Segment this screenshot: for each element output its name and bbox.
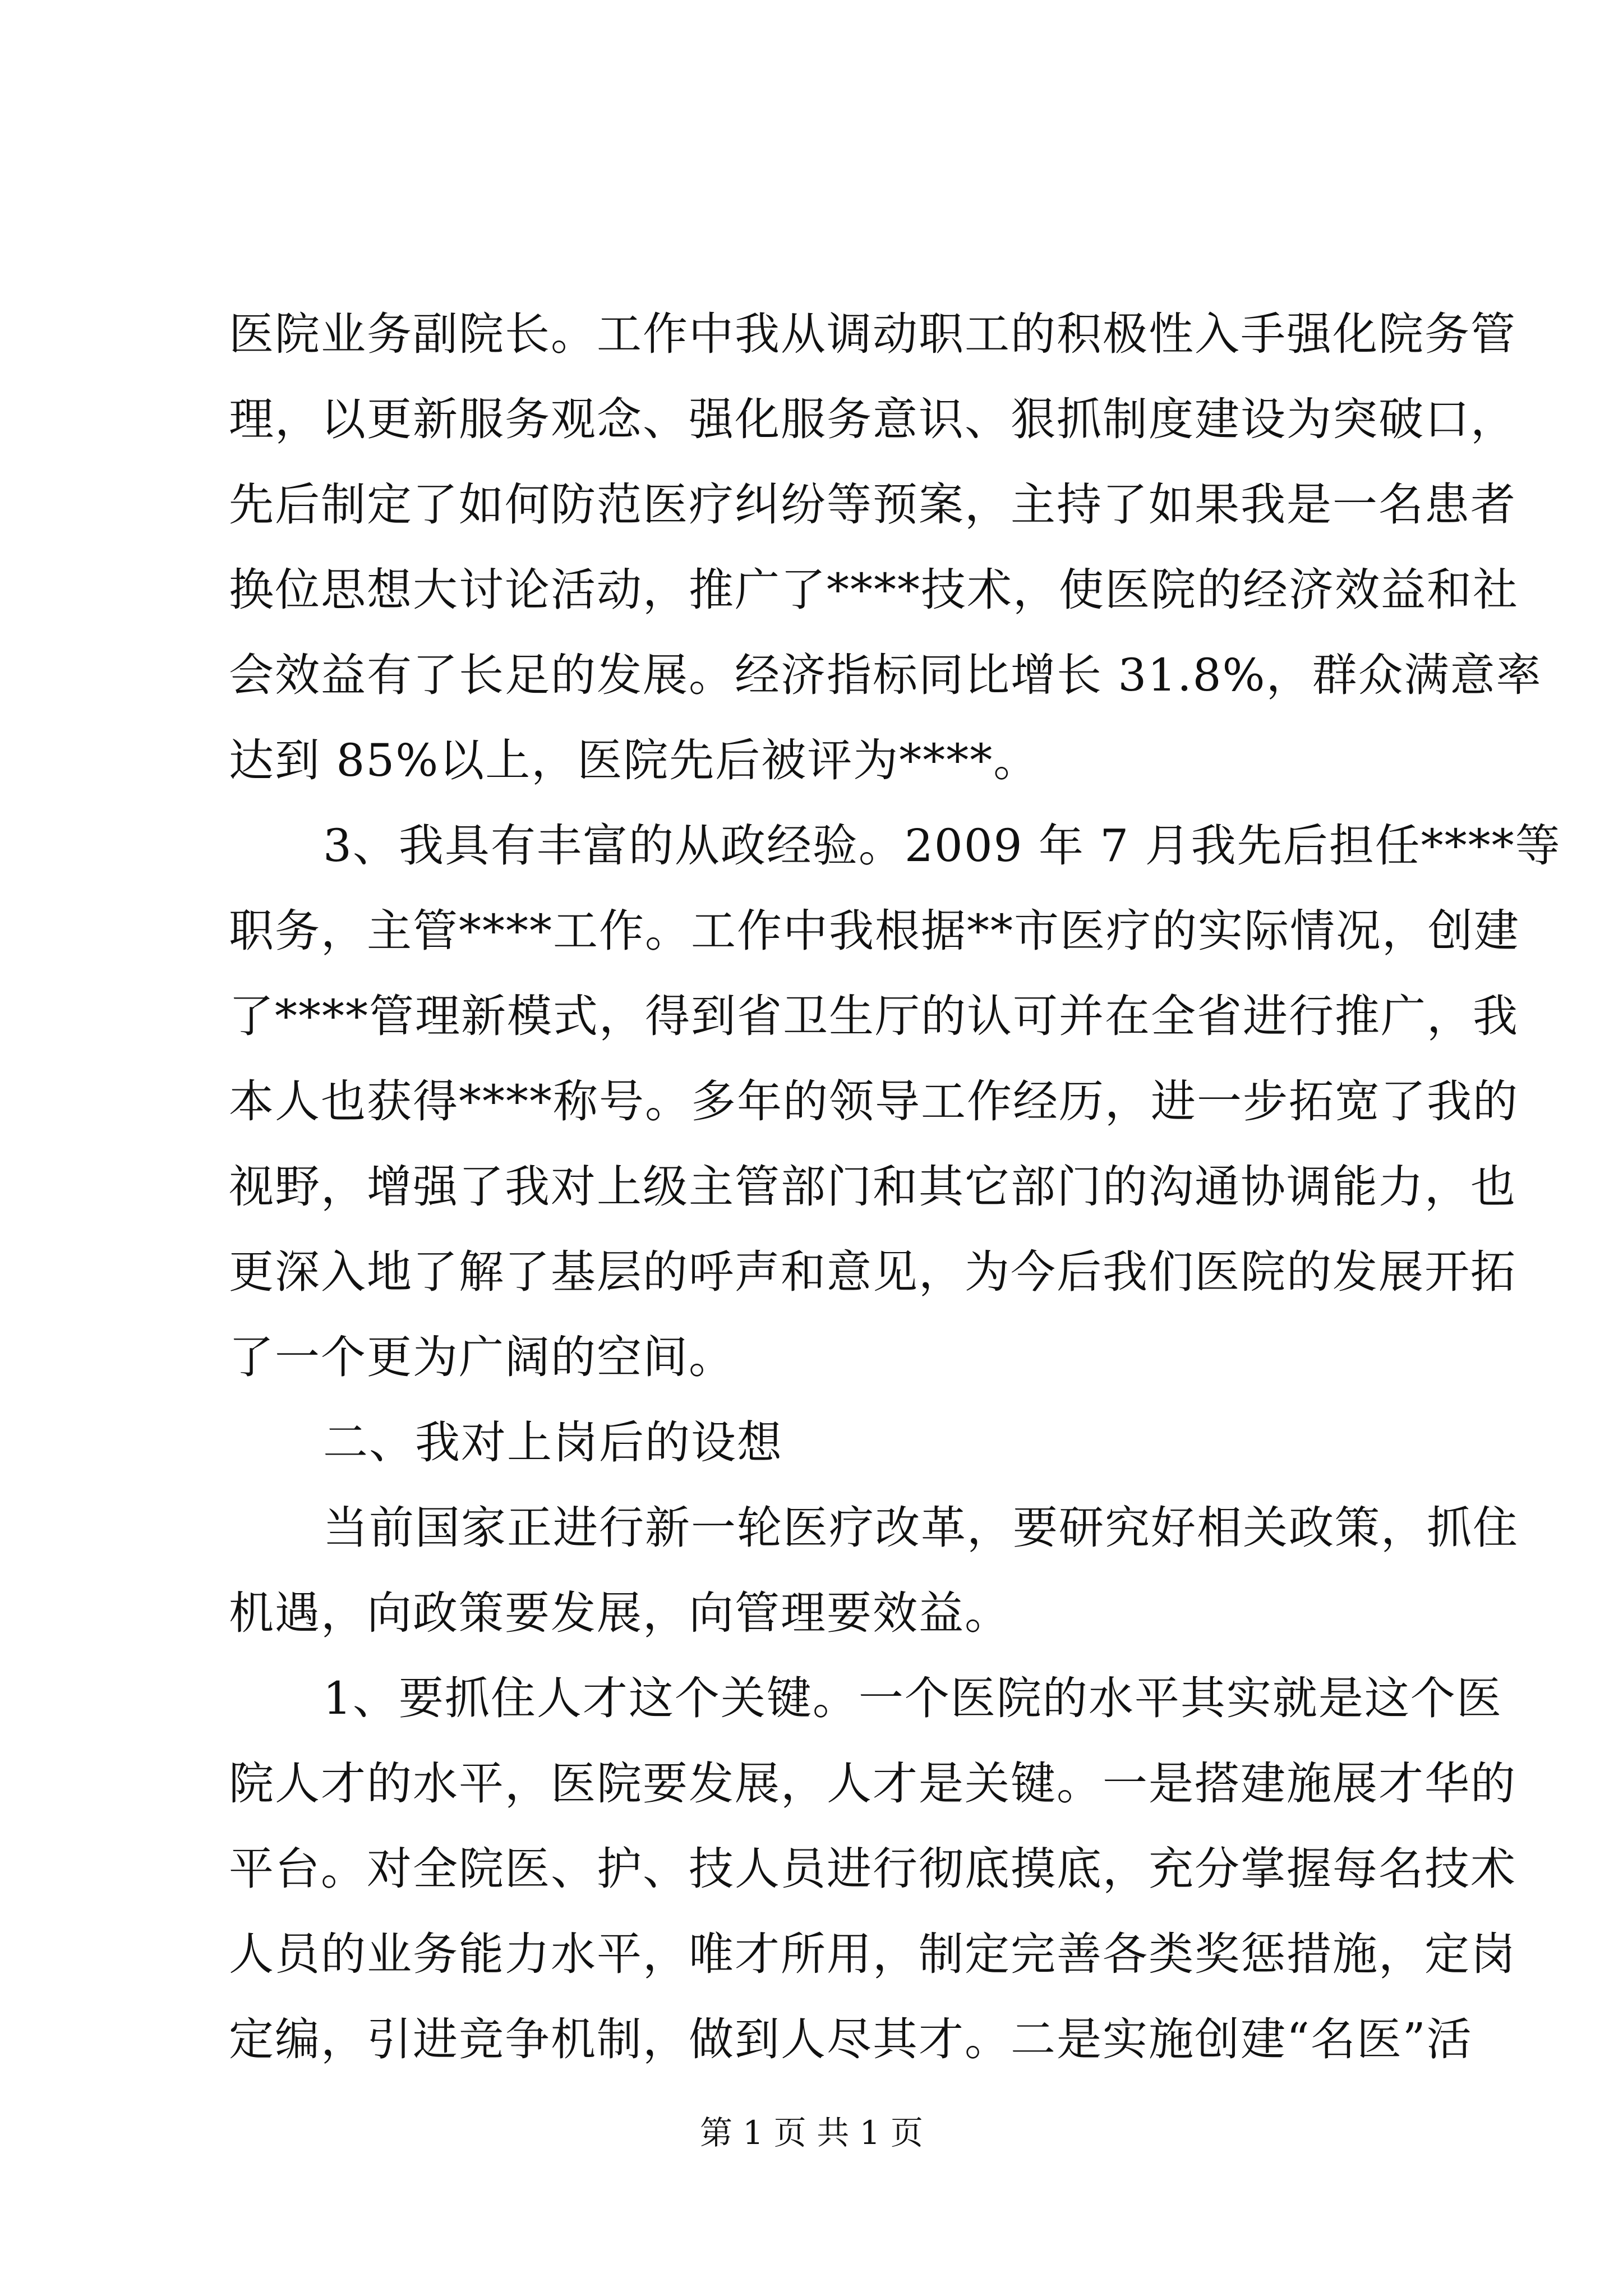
text-line: 院人才的水平，医院要发展，人才是关键。一是搭建施展才华的 — [229, 1757, 1516, 1810]
text-line: 机遇，向政策要发展，向管理要效益。 — [229, 1587, 1011, 1639]
text-line: 了****管理新模式，得到省卫生厅的认可并在全省进行推广，我 — [229, 990, 1519, 1042]
text-line: 理，以更新服务观念、强化服务意识、狠抓制度建设为突破口， — [229, 393, 1516, 445]
text-line: 平台。对全院医、护、技人员进行彻底摸底，充分掌握每名技术 — [229, 1843, 1516, 1895]
text-line: 职务，主管****工作。工作中我根据**市医疗的实际情况，创建 — [229, 905, 1520, 957]
text-line: 会效益有了长足的发展。经济指标同比增长 31.8%，群众满意率 — [229, 649, 1542, 701]
text-line: 达到 85%以上，医院先后被评为****。 — [229, 734, 1040, 786]
text-line: 本人也获得****称号。多年的领导工作经历，进一步拓宽了我的 — [229, 1075, 1519, 1128]
text-line: 医院业务副院长。工作中我从调动职工的积极性入手强化院务管 — [229, 308, 1516, 360]
text-line: 定编，引进竞争机制，做到人尽其才。二是实施创建“名医”活 — [229, 2013, 1473, 2065]
text-line: 了一个更为广阔的空间。 — [229, 1331, 735, 1383]
page-footer: 第 1 页 共 1 页 — [700, 2114, 923, 2152]
text-line: 换位思想大讨论活动，推广了****技术，使医院的经济效益和社 — [229, 564, 1519, 616]
text-line: 人员的业务能力水平，唯才所用，制定完善各类奖惩措施，定岗 — [229, 1928, 1516, 1980]
document-body — [229, 292, 1561, 2082]
text-line: 二、我对上岗后的设想 — [323, 1416, 783, 1469]
text-line: 当前国家正进行新一轮医疗改革，要研究好相关政策，抓住 — [323, 1502, 1519, 1554]
text-line: 1、要抓住人才这个关键。一个医院的水平其实就是这个医 — [323, 1672, 1502, 1724]
text-line: 视野，增强了我对上级主管部门和其它部门的沟通协调能力，也 — [229, 1161, 1516, 1213]
text-line: 更深入地了解了基层的呼声和意见，为今后我们医院的发展开拓 — [229, 1246, 1516, 1298]
text-line: 先后制定了如何防范医疗纠纷等预案，主持了如果我是一名患者 — [229, 478, 1516, 531]
text-line: 3、我具有丰富的从政经验。2009 年 7 月我先后担任****等 — [323, 820, 1561, 872]
